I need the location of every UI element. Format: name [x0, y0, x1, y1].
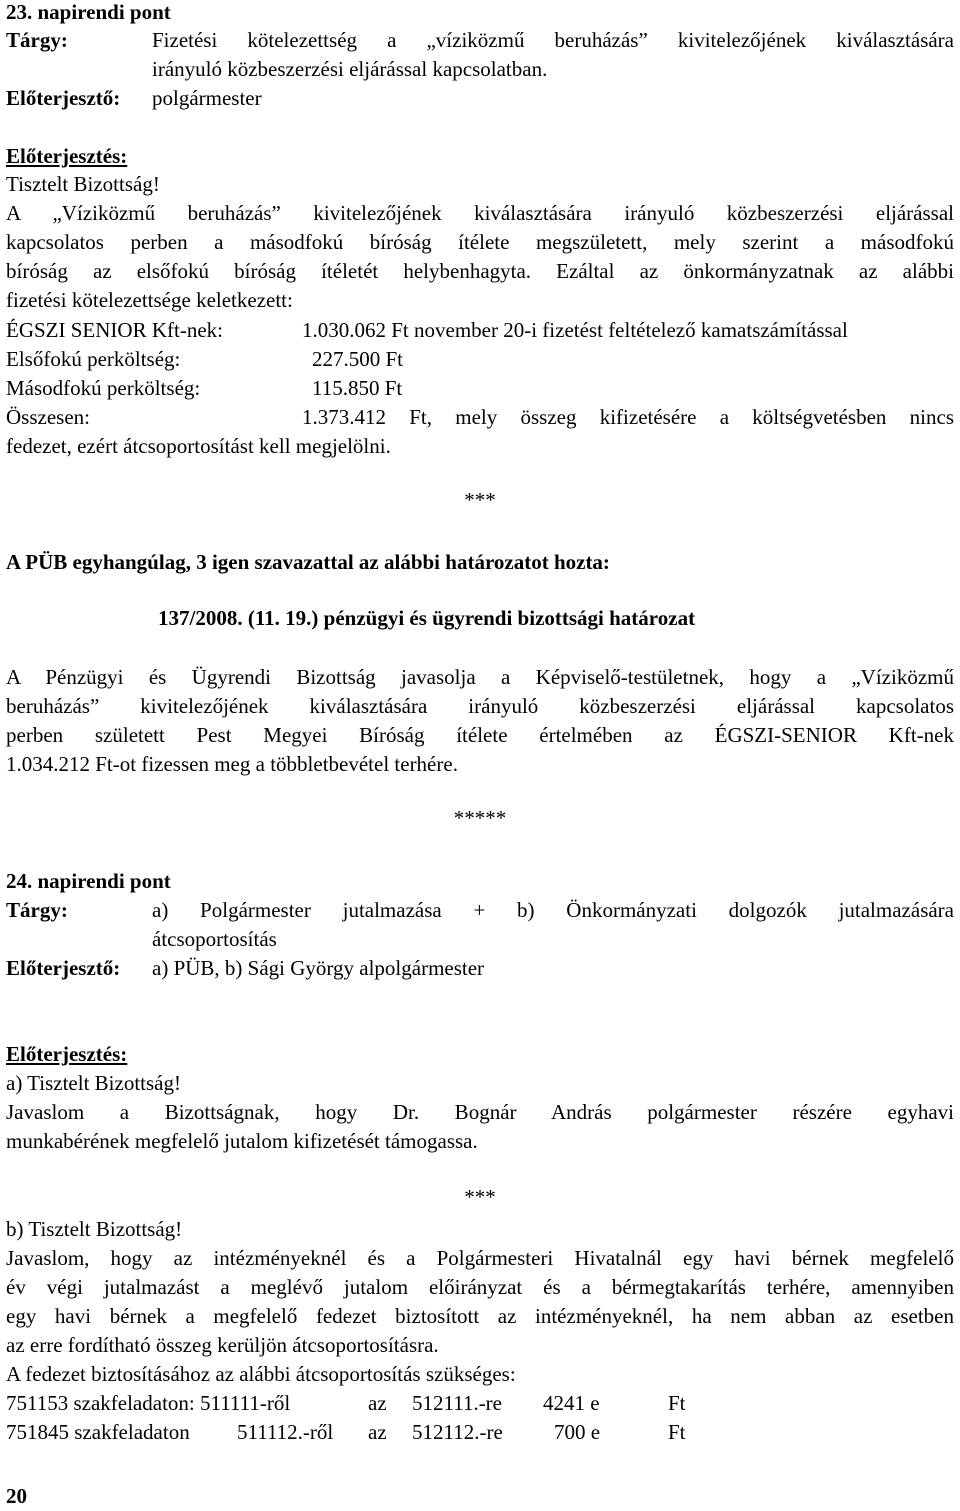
resolution-line-1: A Pénzügyi és Ügyrendi Bizottság javasolja a Képviselő-testületnek, hogy a „Víziközmű: [6, 665, 954, 689]
item23-greeting: Tisztelt Bizottság!: [6, 172, 160, 196]
item24-a-line-1: Javaslom a Bizottságnak, hogy Dr. Bognár András polgármester részére egyhavi: [6, 1100, 954, 1124]
item23-presenter-label: Előterjesztő:: [6, 86, 121, 110]
cost-row-3-label: Másodfokú perköltség:: [6, 376, 201, 400]
item23-subject-line-2: irányuló közbeszerzési eljárással kapcsolatban.: [152, 57, 548, 81]
transfer-row-2-col-a: 751845 szakfeladaton: [6, 1420, 190, 1444]
item23-paragraph-line-2: kapcsolatos perben a másodfokú bíróság ítélete megszületett, mely szerint a másodfokú: [6, 230, 954, 254]
item23-paragraph-line-4: fizetési kötelezettsége keletkezett:: [6, 288, 293, 312]
transfer-row-2-col-b: 511112.-ről: [237, 1420, 334, 1444]
separator-3: ***: [464, 1185, 496, 1209]
item23-paragraph-line-1: A „Víziközmű beruházás” kivitelezőjének kiválasztására irányuló közbeszerzési eljárással: [6, 201, 954, 225]
item24-presenter: a) PÜB, b) Sági György alpolgármester: [152, 956, 485, 980]
cost-row-3-value: 115.850 Ft: [312, 376, 403, 400]
separator-1: ***: [464, 488, 496, 512]
cost-row-4-value: 1.373.412 Ft, mely összeg kifizetésére a költségvetésben nincs: [302, 405, 954, 429]
resolution-line-4: 1.034.212 Ft-ot fizessen meg a többletbevétel terhére.: [6, 752, 458, 776]
transfer-row-1-col-a: 751153 szakfeladaton: 511111-ről: [6, 1391, 291, 1415]
item24-subject-label: Tárgy:: [6, 898, 68, 922]
item23-subject-label: Tárgy:: [6, 28, 68, 52]
item24-subject-line-2: átcsoportosítás: [152, 927, 277, 951]
cost-row-4-continuation: fedezet, ezért átcsoportosítást kell megjelölni.: [6, 434, 391, 458]
transfer-row-2-col-f: Ft: [668, 1420, 686, 1444]
item24-b-line-3: egy havi bérnek a megfelelő fedezet biztosított az intézményeknél, ha nem abban az esetben: [6, 1304, 954, 1328]
transfer-row-1-col-e: Ft: [668, 1391, 686, 1415]
item24-heading: 24. napirendi pont: [6, 869, 171, 893]
item24-b-line-4: az erre fordítható összeg kerüljön átcsoportosításra.: [6, 1333, 439, 1357]
item23-presenter: polgármester: [152, 86, 262, 110]
item24-presenter-label: Előterjesztő:: [6, 956, 121, 980]
resolution-line-3: perben született Pest Megyei Bíróság ítélete értelmében az ÉGSZI-SENIOR Kft-nek: [6, 723, 954, 747]
item24-a-line-2: munkabérének megfelelő jutalom kifizetését támogassa.: [6, 1129, 478, 1153]
item23-heading: 23. napirendi pont: [6, 0, 171, 24]
resolution-line-2: beruházás” kivitelezőjének kiválasztására irányuló közbeszerzési eljárással kapcsolatos: [6, 694, 954, 718]
item24-b-line-1: Javaslom, hogy az intézményeknél és a Polgármesteri Hivatalnál egy havi bérnek megfelelő: [6, 1246, 954, 1270]
resolution-title: 137/2008. (11. 19.) pénzügyi és ügyrendi bizottsági határozat: [158, 606, 696, 630]
transfer-row-1-col-d: 4241 e: [543, 1391, 600, 1415]
item24-b-greeting: b) Tisztelt Bizottság!: [6, 1217, 183, 1241]
transfer-row-1-col-b: az: [368, 1391, 387, 1415]
item23-paragraph-line-3: bíróság az elsőfokú bíróság ítéletét helybenhagyta. Ezáltal az önkormányzatnak az alábbi: [6, 259, 954, 283]
cost-row-1-value: 1.030.062 Ft november 20-i fizetést feltételező kamatszámítással: [302, 318, 848, 342]
item24-b-line-2: év végi jutalmazást a meglévő jutalom előirányzat és a bérmegtakarítás terhére, amennyiben: [6, 1275, 954, 1299]
cost-row-2-label: Elsőfokú perköltség:: [6, 347, 181, 371]
item24-a-greeting: a) Tisztelt Bizottság!: [6, 1071, 181, 1095]
item24-subject-line-1: a) Polgármester jutalmazása + b) Önkormányzati dolgozók jutalmazására: [152, 898, 954, 922]
cost-row-1-label: ÉGSZI SENIOR Kft-nek:: [6, 318, 223, 342]
item24-proposal-label: Előterjesztés:: [6, 1042, 128, 1066]
transfer-row-2-col-d: 512112.-re: [412, 1420, 503, 1444]
item24-b-line-5: A fedezet biztosításához az alábbi átcsoportosítás szükséges:: [6, 1362, 516, 1386]
cost-row-4-label: Összesen:: [6, 405, 90, 429]
separator-2: *****: [453, 806, 507, 830]
item23-subject-line-1: Fizetési kötelezettség a „víziközmű beruházás” kivitelezőjének kiválasztására: [152, 28, 954, 52]
transfer-row-2-col-c: az: [368, 1420, 387, 1444]
transfer-row-2-col-e: 700 e: [554, 1420, 601, 1444]
decision-intro: A PÜB egyhangúlag, 3 igen szavazattal az alábbi határozatot hozta:: [6, 550, 610, 574]
page-number: 20: [6, 1484, 27, 1508]
transfer-row-1-col-c: 512111.-re: [412, 1391, 502, 1415]
item23-proposal-label: Előterjesztés:: [6, 144, 128, 168]
cost-row-2-value: 227.500 Ft: [312, 347, 404, 371]
